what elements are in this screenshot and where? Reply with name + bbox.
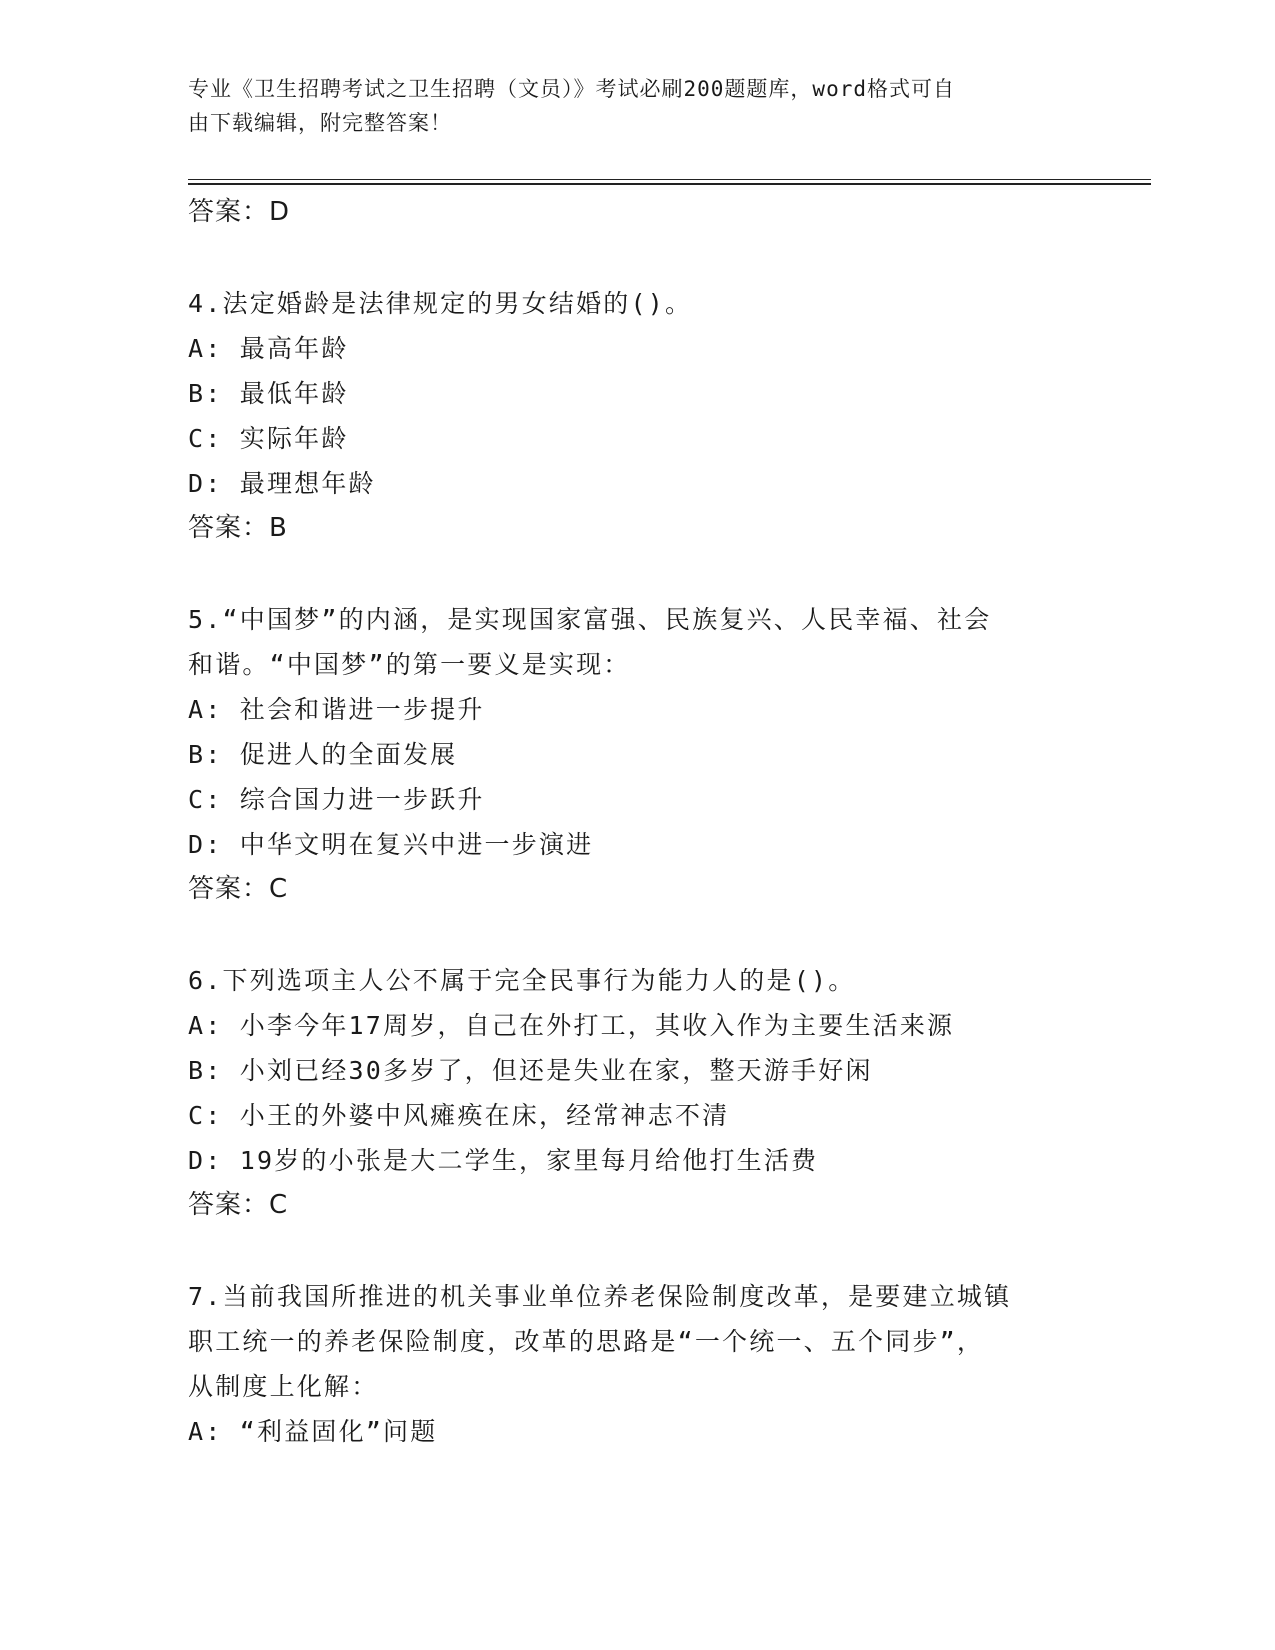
question-stem: 职工统一的养老保险制度，改革的思路是“一个统一、五个同步”， <box>188 1327 985 1356</box>
question-stem: 4.法定婚龄是法律规定的男女结婚的()。 <box>188 289 693 318</box>
question-stem: 5.“中国梦”的内涵，是实现国家富强、民族复兴、人民幸福、社会 <box>188 605 992 634</box>
option-b: B: 促进人的全面发展 <box>188 740 458 769</box>
question-4 <box>188 281 1088 551</box>
question-7 <box>188 1274 1088 1454</box>
option-a: A: 小李今年17周岁，自己在外打工，其收入作为主要生活来源 <box>188 1011 955 1040</box>
option-b: B: 小刘已经30多岁了，但还是失业在家，整天游手好闲 <box>188 1056 873 1085</box>
question-stem: 和谐。“中国梦”的第一要义是实现： <box>188 650 631 679</box>
option-d: D: 中华文明在复兴中进一步演进 <box>188 830 594 859</box>
option-c: C: 小王的外婆中风瘫痪在床，经常神志不清 <box>188 1101 730 1130</box>
option-d: D: 最理想年龄 <box>188 469 376 498</box>
answer-label: 答案：B <box>188 513 288 543</box>
question-5 <box>188 597 1088 912</box>
prev-answer: 答案：D <box>188 197 291 227</box>
option-c: C: 综合国力进一步跃升 <box>188 785 485 814</box>
spacer <box>188 1228 1088 1274</box>
question-stem: 7.当前我国所推进的机关事业单位养老保险制度改革，是要建立城镇 <box>188 1282 1012 1311</box>
option-c: C: 实际年龄 <box>188 424 349 453</box>
question-list <box>188 190 1088 1454</box>
page-header <box>188 72 1088 140</box>
header-rule-thin <box>188 179 1151 180</box>
option-a: A: “利益固化”问题 <box>188 1417 438 1446</box>
header-line-1: 专业《卫生招聘考试之卫生招聘（文员）》考试必刷200题题库，word格式可自 <box>188 77 955 101</box>
option-a: A: 最高年龄 <box>188 334 349 363</box>
answer-label: 答案：C <box>188 1190 289 1220</box>
question-6 <box>188 958 1088 1228</box>
option-a: A: 社会和谐进一步提升 <box>188 695 485 724</box>
header-rule-thick <box>188 183 1151 185</box>
option-d: D: 19岁的小张是大二学生，家里每月给他打生活费 <box>188 1146 819 1175</box>
spacer <box>188 235 1088 281</box>
answer-label: 答案：C <box>188 874 289 904</box>
question-stem: 6.下列选项主人公不属于完全民事行为能力人的是()。 <box>188 966 856 995</box>
spacer <box>188 912 1088 958</box>
option-b: B: 最低年龄 <box>188 379 349 408</box>
question-stem: 从制度上化解： <box>188 1372 379 1401</box>
spacer <box>188 551 1088 597</box>
header-line-2: 由下载编辑，附完整答案！ <box>188 111 452 135</box>
